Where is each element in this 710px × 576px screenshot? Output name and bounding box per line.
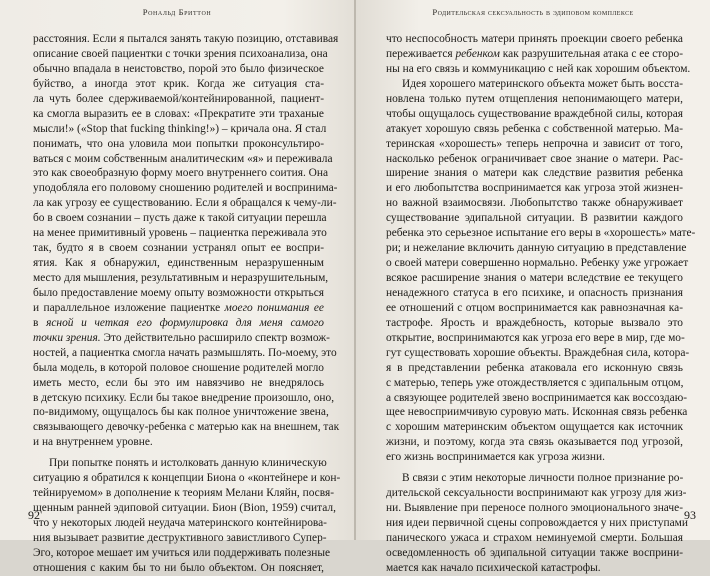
right-page xyxy=(356,0,710,574)
text-line: и параллельное изложение пациентке моего понимания ее xyxy=(33,301,324,314)
text-line: всякое расширение знания о матери вследствие ее текущего xyxy=(386,272,683,284)
text-line: но важной взаимосвязи. Любопытство также обнаруживает xyxy=(386,197,683,210)
text-line: существование эдипальной ситуации. В развитии каждого xyxy=(386,212,683,225)
text-line: точки зрения. Это действительно расширило спектр возмож- xyxy=(33,331,330,344)
text-line: это как своеобразную форму моего внутреннего соития. Она xyxy=(33,167,329,180)
text-line: обычно впадала в неистовство, порой это было физическое xyxy=(33,62,324,75)
text-line: При попытке понять и истолковать данную клиническую xyxy=(49,457,327,470)
text-line: открытие, воспринимаются как угроза его вере в мир, где мо- xyxy=(386,331,685,344)
text-line: по-видимому, ощущалось бы как полное уничтожение звена, xyxy=(33,406,329,419)
text-line: щенным ранней эдиповой ситуации. Бион (Bion, 1959) считал, xyxy=(33,502,336,515)
right-running-head: Родительская сексуальность в эдиповом комплексе xyxy=(432,7,634,17)
text-line: панического ужаса и страхом неминуемой смерти. Большая xyxy=(386,531,683,544)
text-line: и на внутреннем уровне. xyxy=(33,436,153,449)
text-line: ее отношений с отцом воспринимается как равнозначная ка- xyxy=(386,301,683,314)
text-line: в детскую психику. Если бы такое внедрение произошло, оно, xyxy=(33,391,335,404)
text-line: его жизнь воспринимается как угроза жизни. xyxy=(386,451,605,464)
text-line: расстояния. Если я пытался занять такую позицию, отставивая xyxy=(33,33,339,45)
text-line: ла чуть более сдерживаемой/контейнированной, пациент- xyxy=(33,92,324,105)
text-line: место для мышления, результативным и неразрушительным, xyxy=(33,272,329,284)
text-line: гут существовать хорошие объекты. Враждебная сила, котора- xyxy=(386,346,690,359)
text-line: дительской сексуальности воспринимают как угрозу для жиз- xyxy=(386,487,687,500)
italic-fragment: моего понимания ее xyxy=(224,301,324,314)
text-line: Эго, которое мешает им учиться или поддерживать полезные xyxy=(33,546,331,559)
text-line: чтобы ощущалось существование враждебной силы, которая xyxy=(386,107,683,120)
text-line: а связующее родителей звено воспринимается как воссоздаю- xyxy=(386,391,688,404)
left-page-text xyxy=(33,32,341,576)
text-line: на менее примитивный уровень – пациентка переживала это xyxy=(33,227,327,240)
left-page-number: 92 xyxy=(28,508,40,522)
text-line: ваться с моим собственным аналитическим «я» и переживала xyxy=(33,152,333,165)
text-line: ка смогла выразить ее в словах: «Прекратите эти траханые xyxy=(33,107,324,120)
text-line: атакует хорошую связь ребенка с собственной матерью. Ма- xyxy=(386,122,683,135)
text-line: тейнируемом» в дополнение к теориям Мелани Кляйн, посвя- xyxy=(33,487,335,500)
text-line: буйство, а иногда этот крик. Когда же ситуация ста- xyxy=(33,77,324,90)
text-line: понимать, что она уловила мои попытки проконсультиро- xyxy=(33,137,324,150)
left-running-head: Рональд Бриттон xyxy=(142,7,212,17)
text-line: щее невосприимчивую суровую мать. Исконная связь ребенка xyxy=(386,406,688,419)
text-line: о своей матери совершенно нормально. Ребенку уже угрожает xyxy=(386,257,689,270)
text-line: ятия. Как я обнаружил, единственным неразрушенным xyxy=(33,257,324,270)
text-line: с матерью, теперь уже отождествляется с эдипальным отцом, xyxy=(386,376,684,389)
text-line: ни. Выявление при переносе полного эмоционального значе- xyxy=(386,502,683,515)
text-line: Идея хорошего материнского объекта может быть восста- xyxy=(402,77,683,90)
text-line: мается как начало психической катастрофы. xyxy=(386,561,601,574)
text-line: ния идеи первичной сцены сопровождается у них приступами xyxy=(386,517,688,529)
text-line: В связи с этим некоторые личности полное признание ро- xyxy=(402,472,684,485)
text-line: ла как угрозу ее существованию. Если я обращался к чему-ли- xyxy=(33,197,337,210)
text-line: была модель, в которой половое сношение родителей могло xyxy=(33,361,324,374)
text-line: бо в своем сознании – пусть даже к такой ситуации перешла xyxy=(33,212,327,225)
italic-fragment: ясной и четкая его формулировка для меня самого xyxy=(46,316,325,329)
text-line: теринская «хорошесть» теперь непрочна и зависит от того, xyxy=(386,137,683,150)
text-line: что неспособность матери принять проекции своего ребенка xyxy=(386,33,683,45)
text-line: в ясной и четкая его формулировка для меня самого xyxy=(33,316,325,329)
text-line: ситуацию я обратился к концепции Биона о «контейнере и кон- xyxy=(33,472,341,485)
text-line: осведомленность об эдипальной ситуации также восприни- xyxy=(386,546,683,559)
text-line: с хорошим материнским объектом ощущается как источник xyxy=(386,421,683,434)
text-line: ния вызывает развитие деструктивного завистливого Супер- xyxy=(33,531,327,544)
text-line: жизни, и поэтому, когда эта связь оказывается под угрозой, xyxy=(386,436,683,449)
text-line: мысли!» («Stop that fucking thinking!») – кричала она. Я стал xyxy=(33,122,327,135)
text-line: иметь место, если бы это им навязчиво не внедрялось xyxy=(33,376,324,389)
right-page-number: 93 xyxy=(684,508,696,522)
text-line: уподобляла его половому сношению родителей и воспринима- xyxy=(33,182,338,195)
text-line: ны на его связь и коммуникацию с ней как хорошим объектом. xyxy=(386,62,691,75)
text-line: я в представлении ребенка атаковала его исконную связь xyxy=(386,361,683,374)
text-line: ребенка это серьезное испытание его веры в «хорошесть» мате- xyxy=(386,227,696,240)
text-line: ри; и нежелание включить данную ситуацию в представление xyxy=(386,242,687,255)
text-line: ширение знания о матери как следствие развития ребенка xyxy=(386,167,683,180)
italic-fragment: точки зрения. xyxy=(33,331,101,344)
text-line: насколько ребенок ограничивает свое знание о матери. Рас- xyxy=(386,152,683,165)
text-line: было предоставление моему опыту возможности открыться xyxy=(33,286,324,299)
text-line: отношения с каким бы то ни было объектом. Он поясняет, xyxy=(33,561,324,574)
italic-fragment: ребенком xyxy=(455,47,500,60)
text-line: связывающего девочку-ребенка с матерью как на внешнем, так xyxy=(33,421,340,434)
text-line: так, будто я в своем сознании устранял опыт ее воспри- xyxy=(33,242,324,255)
text-line: новлена только путем отщепления непонимающего матери, xyxy=(386,92,683,105)
left-page xyxy=(0,0,354,574)
text-line: описание своей пациентки с точки зрения психоанализа, она xyxy=(33,47,328,60)
text-line: ностей, а пациентка смогла начать размышлять. По-моему, это xyxy=(33,346,337,359)
text-line: что у некоторых людей неудача материнского контейнирова- xyxy=(33,517,327,529)
text-line: переживается ребенком как разрушительная атака с ее сторо- xyxy=(386,47,683,60)
text-line: и его любопытства воспринимается как угроза этой жизнен- xyxy=(386,182,683,195)
text-line: тастрофе. Ярость и враждебность, которые вызвало это xyxy=(386,316,683,329)
text-line: ненадежного статуса в его психике, и опасность признания xyxy=(386,286,683,299)
